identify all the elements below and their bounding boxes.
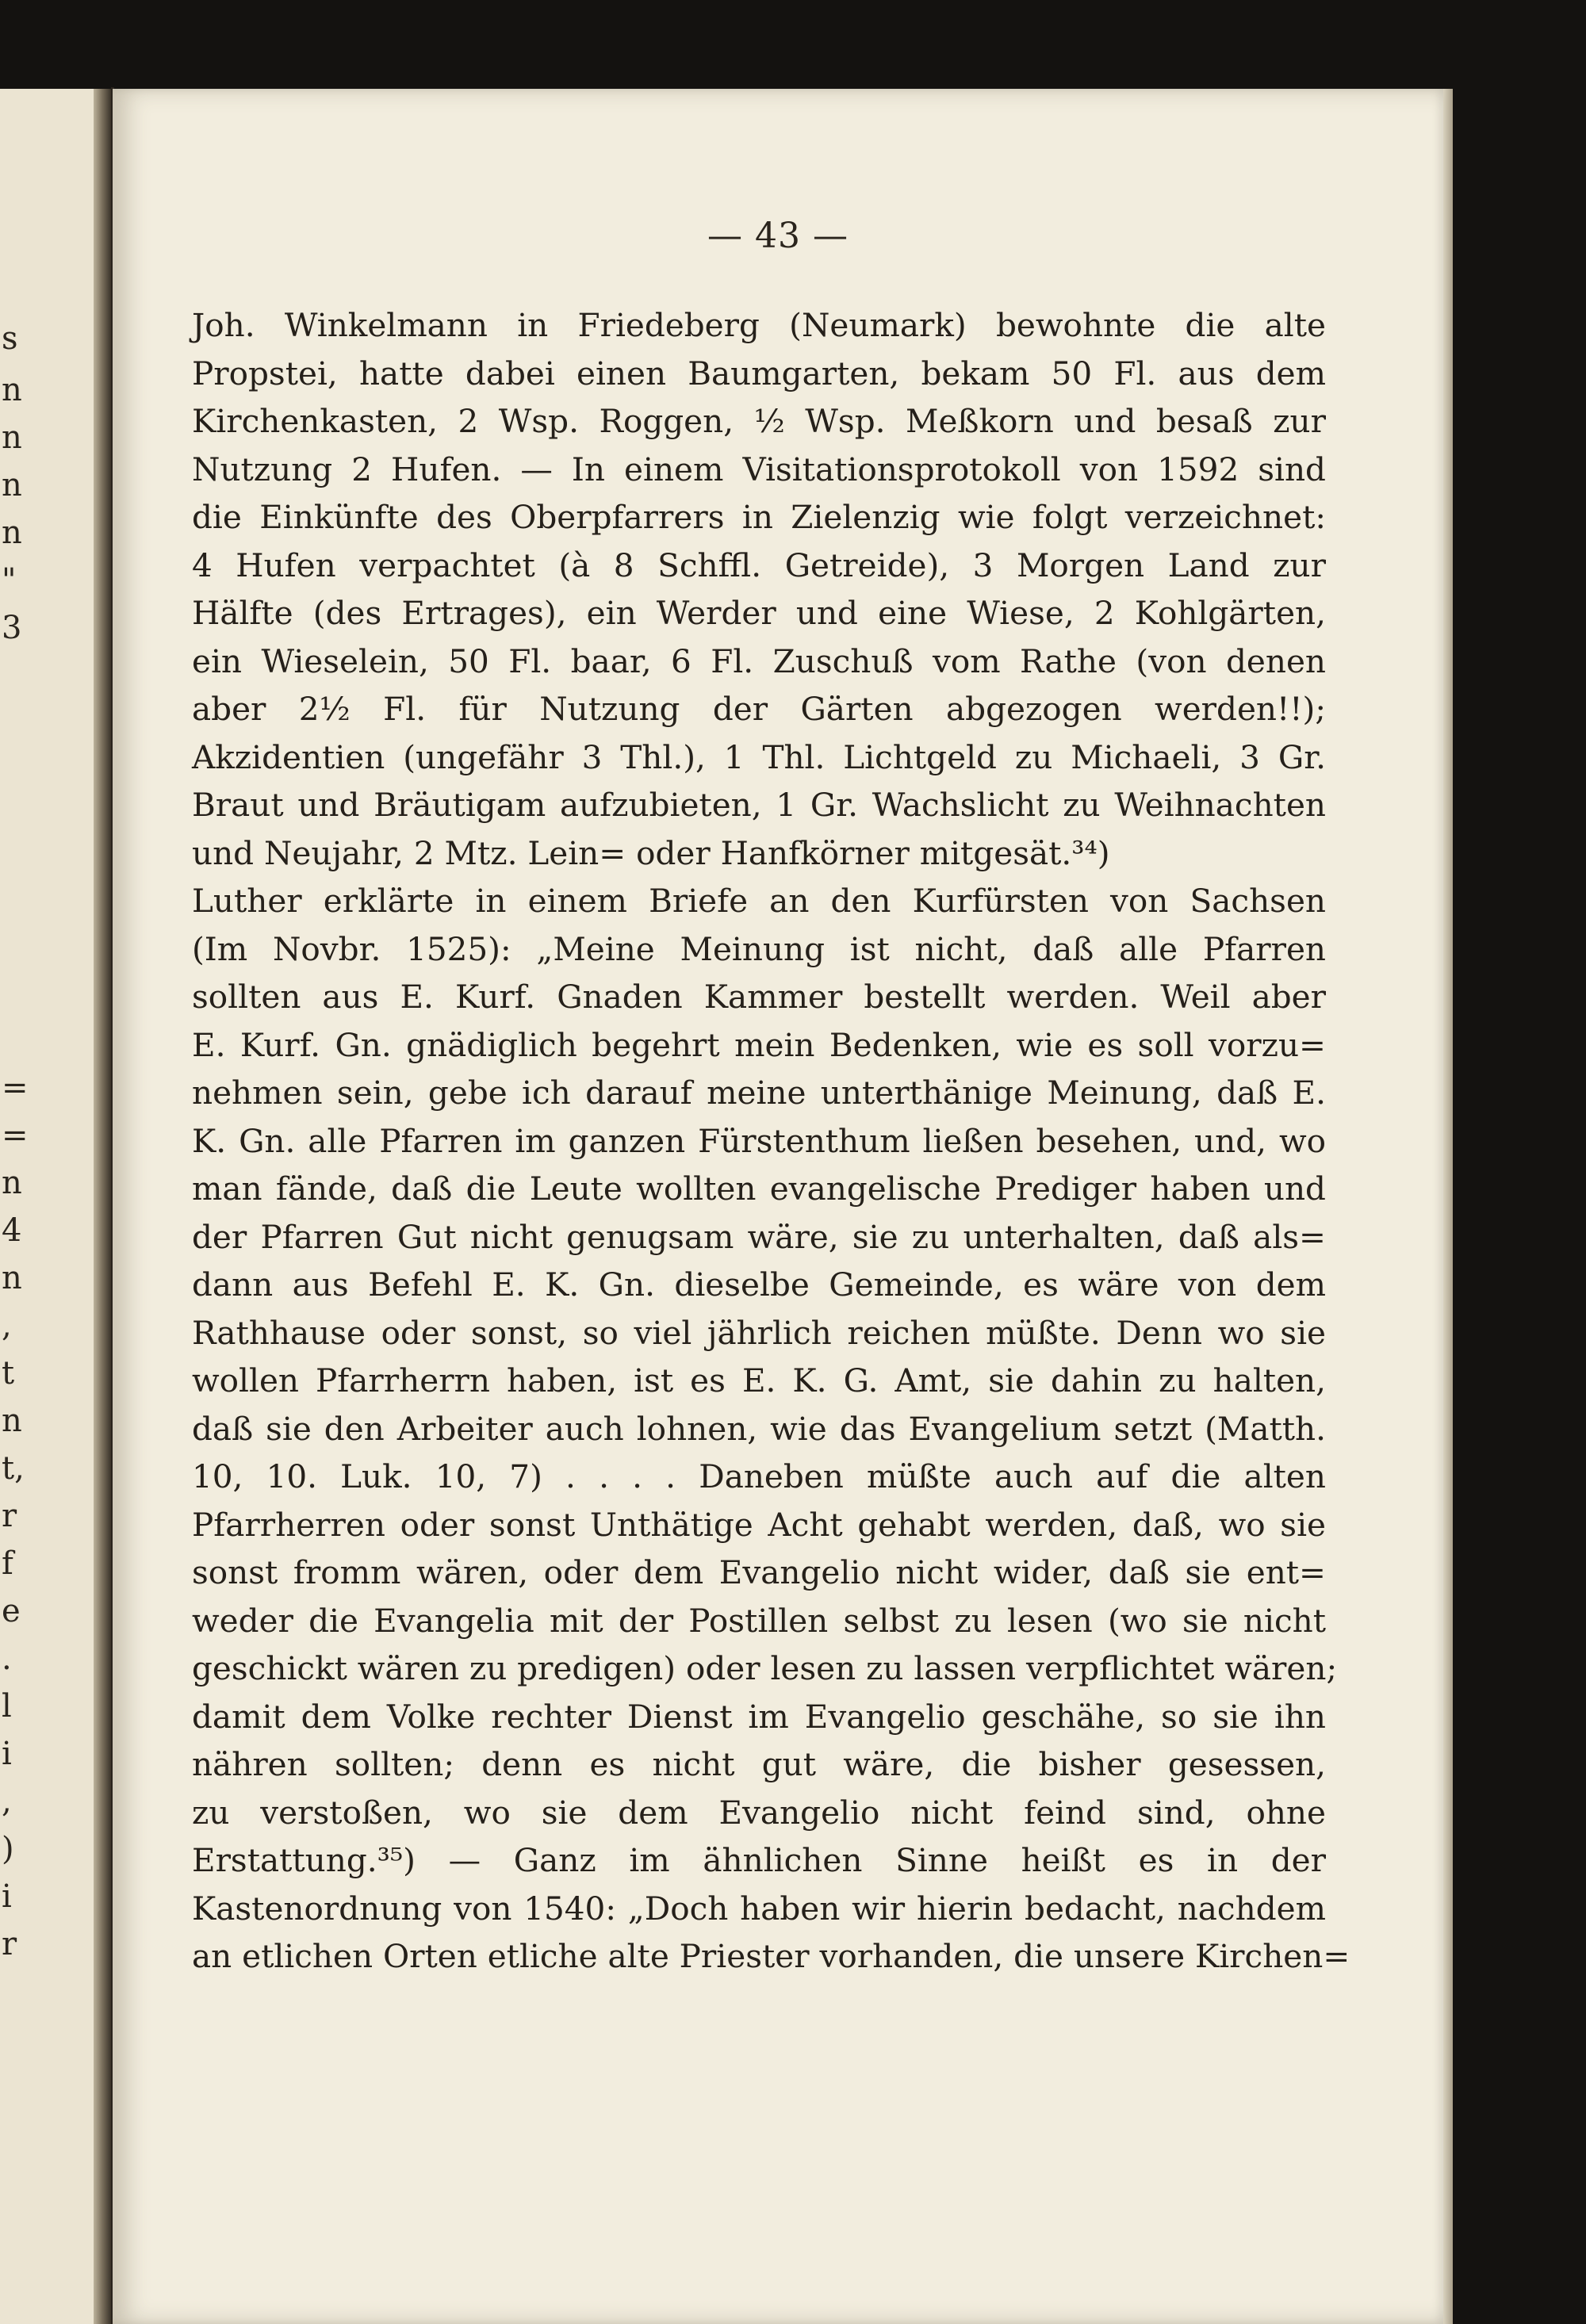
edge-letter: " [2, 562, 17, 599]
edge-letter: = [2, 1117, 29, 1154]
text-line: man fände, daß die Leute wollten evangelische Prediger haben und [192, 1170, 1326, 1208]
text-line: Braut und Bräutigam aufzubieten, 1 Gr. Wachslicht zu Weihnachten [192, 786, 1326, 824]
edge-letter: 4 [2, 1212, 22, 1249]
page-number: — 43 — [707, 216, 849, 256]
text-line: nehmen sein, gebe ich darauf meine unterthänige Meinung, daß E. [192, 1074, 1326, 1112]
body-text [192, 301, 1350, 1981]
edge-letter: t [2, 1355, 15, 1392]
edge-letter: t, [2, 1450, 25, 1487]
text-line: und Neujahr, 2 Mtz. Lein= oder Hanfkörner mitgesät.³⁴) [192, 833, 1110, 872]
book-gutter-shadow [94, 89, 111, 2324]
text-line: Akzidentien (ungefähr 3 Thl.), 1 Thl. Lichtgeld zu Michaeli, 3 Gr. [192, 737, 1326, 776]
text-line: K. Gn. alle Pfarren im ganzen Fürstenthum ließen besehen, und, wo [192, 1121, 1326, 1160]
text-line: Pfarrherren oder sonst Unthätige Acht gehabt werden, daß, wo sie [192, 1505, 1326, 1544]
edge-letter: n [2, 515, 22, 551]
edge-letter: i [2, 1878, 12, 1915]
edge-letter: s [2, 320, 18, 357]
edge-letter: 3 [2, 610, 22, 646]
text-line: ein Wieselein, 50 Fl. baar, 6 Fl. Zuschuß vom Rathe (von denen [192, 641, 1326, 680]
edge-letter: n [2, 1165, 22, 1201]
text-line: wollen Pfarrherrn haben, ist es E. K. G. Amt, sie dahin zu halten, [192, 1361, 1326, 1399]
text-line: Kirchenkasten, 2 Wsp. Roggen, ½ Wsp. Meßkorn und besaß zur [192, 402, 1326, 440]
edge-letter: n [2, 1403, 22, 1439]
edge-letter: = [2, 1070, 29, 1106]
edge-letter: . [2, 1641, 12, 1677]
text-line: Erstattung.³⁵) — Ganz im ähnlichen Sinne heißt es in der [192, 1841, 1326, 1879]
edge-letter: r [2, 1498, 17, 1534]
text-line: 4 Hufen verpachtet (à 8 Schffl. Getreide), 3 Morgen Land zur [192, 546, 1326, 584]
edge-letter: r [2, 1926, 17, 1962]
edge-letter: l [2, 1688, 12, 1725]
text-line: dann aus Befehl E. K. Gn. dieselbe Gemeinde, es wäre von dem [192, 1265, 1326, 1304]
edge-letter: i [2, 1736, 12, 1772]
edge-letter: ) [2, 1831, 14, 1867]
text-line: aber 2½ Fl. für Nutzung der Gärten abgezogen werden!!); [192, 690, 1326, 728]
edge-letter: f [2, 1545, 13, 1582]
text-line: geschickt wären zu predigen) oder lesen zu lassen verpflichtet wären; [192, 1649, 1338, 1687]
edge-letter: n [2, 467, 22, 503]
text-line: E. Kurf. Gn. gnädiglich begehrt mein Bedenken, wie es soll vorzu= [192, 1025, 1326, 1064]
page-edge-right [1443, 89, 1453, 2324]
text-line: (Im Novbr. 1525): „Meine Meinung ist nicht, daß alle Pfarren [192, 929, 1326, 968]
text-line: sollten aus E. Kurf. Gnaden Kammer bestellt werden. Weil aber [192, 978, 1326, 1016]
facing-page-edge [0, 89, 105, 2324]
edge-letter: n [2, 1260, 22, 1296]
edge-letter: , [2, 1783, 12, 1820]
text-line: der Pfarren Gut nicht genugsam wäre, sie zu unterhalten, daß als= [192, 1217, 1326, 1256]
text-line: damit dem Volke rechter Dienst im Evangelio geschähe, so sie ihn [192, 1697, 1326, 1736]
edge-letter: e [2, 1593, 21, 1629]
text-line: Kastenordnung von 1540: „Doch haben wir hierin bedacht, nachdem [192, 1889, 1326, 1928]
text-line: Joh. Winkelmann in Friedeberg (Neumark) bewohnte die alte [192, 306, 1326, 344]
text-line: Nutzung 2 Hufen. — In einem Visitationsprotokoll von 1592 sind [192, 450, 1326, 488]
edge-letter: , [2, 1307, 12, 1344]
text-line: an etlichen Orten etliche alte Priester vorhanden, die unsere Kirchen= [192, 1937, 1350, 1975]
text-line: Luther erklärte in einem Briefe an den Kurfürsten von Sachsen [192, 882, 1326, 920]
text-line: Hälfte (des Ertrages), ein Werder und eine Wiese, 2 Kohlgärten, [192, 594, 1326, 632]
text-line: sonst fromm wären, oder dem Evangelio nicht wider, daß sie ent= [192, 1553, 1326, 1591]
text-line: daß sie den Arbeiter auch lohnen, wie das Evangelium setzt (Matth. [192, 1409, 1326, 1448]
edge-letter: n [2, 372, 22, 408]
text-line: Propstei, hatte dabei einen Baumgarten, bekam 50 Fl. aus dem [192, 354, 1326, 392]
text-line: weder die Evangelia mit der Postillen selbst zu lesen (wo sie nicht [192, 1601, 1326, 1640]
text-line: nähren sollten; denn es nicht gut wäre, die bisher gesessen, [192, 1745, 1326, 1783]
text-line: die Einkünfte des Oberpfarrers in Zielenzig wie folgt verzeichnet: [192, 498, 1326, 536]
edge-letter: n [2, 419, 22, 456]
text-line: Rathhause oder sonst, so viel jährlich reichen müßte. Denn wo sie [192, 1313, 1326, 1352]
book-page [113, 89, 1443, 2324]
text-line: 10, 10. Luk. 10, 7) . . . . Daneben müßte auch auf die alten [192, 1457, 1326, 1495]
text-line: zu verstoßen, wo sie dem Evangelio nicht feind sind, ohne [192, 1793, 1326, 1832]
